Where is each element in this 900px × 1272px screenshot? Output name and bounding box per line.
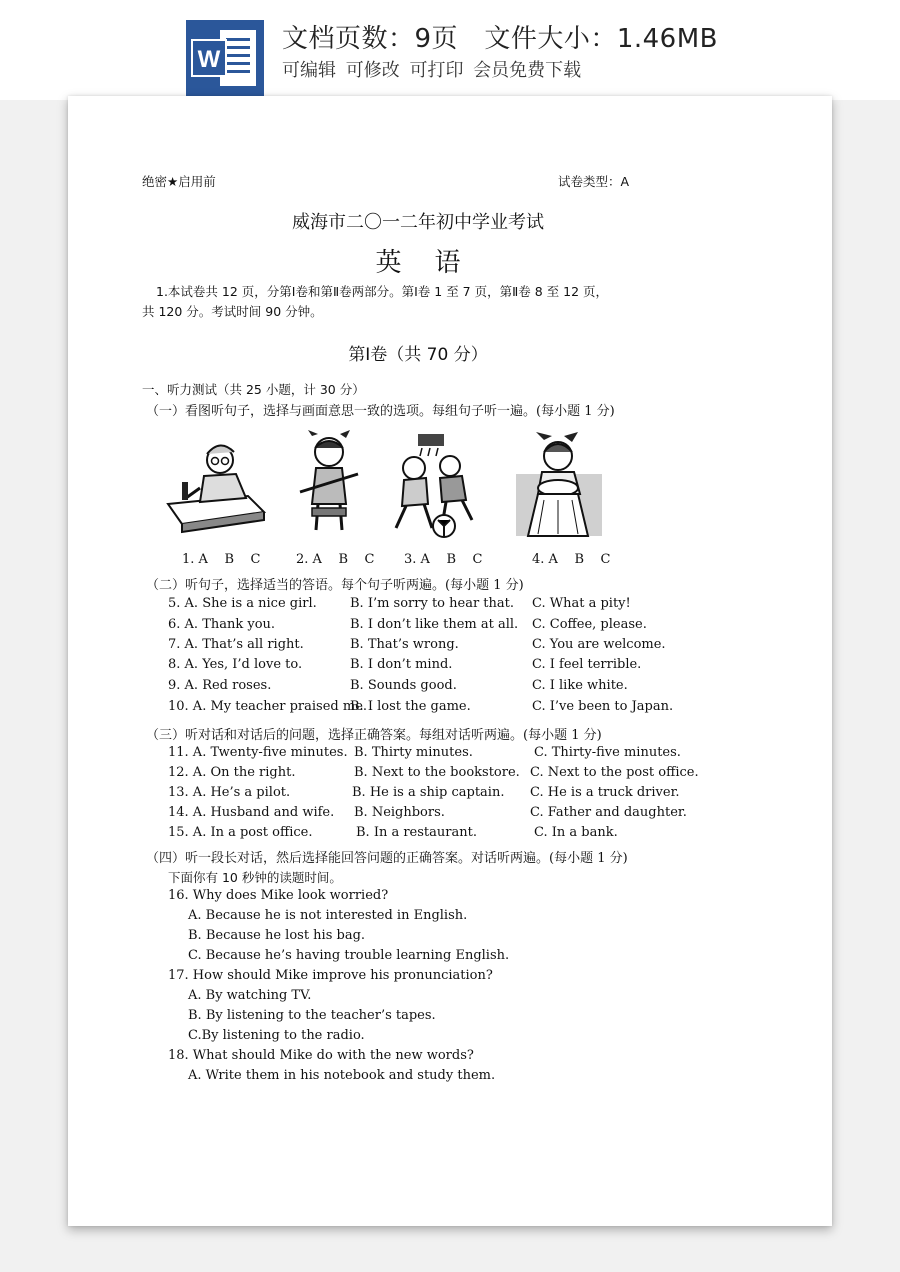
q17-option-c: C.By listening to the radio. [188, 1028, 365, 1043]
q13-option-c: C. He is a truck driver. [530, 785, 680, 800]
q10-option-c: C. I’ve been to Japan. [532, 699, 674, 714]
q7-option-c: C. You are welcome. [532, 637, 666, 652]
q11-option-a: 11. A. Twenty-five minutes. [168, 745, 348, 760]
q6-option-b: B. I don’t like them at all. [350, 617, 519, 632]
q13-option-b: B. He is a ship captain. [352, 785, 505, 800]
q9-option-c: C. I like white. [532, 678, 628, 693]
q9-option-a: 9. A. Red roses. [168, 678, 272, 693]
q17-option-a: A. By watching TV. [188, 988, 312, 1003]
q12-option-c: C. Next to the post office. [530, 765, 699, 780]
download-header [0, 0, 900, 100]
picture-3-boys-playing-football-in-rain [388, 432, 478, 542]
q16-option-a: A. Because he is not interested in English. [188, 908, 468, 923]
q11-option-c: C. Thirty-five minutes. [534, 745, 681, 760]
q11-option-b: B. Thirty minutes. [354, 745, 473, 760]
document-info-title: 文档页数：9页 文件大小：1.46MB [282, 24, 718, 54]
q12-option-b: B. Next to the bookstore. [354, 765, 520, 780]
q7-option-a: 7. A. That’s all right. [168, 637, 304, 652]
q6-option-a: 6. A. Thank you. [168, 617, 276, 632]
q6-option-c: C. Coffee, please. [532, 617, 647, 632]
q16-question: 16. Why does Mike look worried? [168, 888, 389, 903]
q14-option-a: 14. A. Husband and wife. [168, 805, 335, 820]
exam-paper-page [68, 96, 832, 1226]
q18-option-a: A. Write them in his notebook and study them. [188, 1068, 496, 1083]
q17-option-b: B. By listening to the teacher’s tapes. [188, 1008, 436, 1023]
document-info-subtitle: 可编辑 可修改 可打印 会员免费下载 [282, 60, 582, 81]
exam-title: 威海市二〇一二年初中学业考试 [292, 212, 544, 233]
q18-question: 18. What should Mike do with the new words? [168, 1048, 474, 1063]
q7-option-b: B. That’s wrong. [350, 637, 459, 652]
q15-option-b: B. In a restaurant. [356, 825, 477, 840]
section-listening-title: 一、听力测试（共 25 小题，计 30 分） [142, 382, 365, 397]
part2-instruction: （二）听句子，选择适当的答语。每个句子听两遍。(每小题 1 分) [146, 578, 524, 593]
q15-option-c: C. In a bank. [534, 825, 618, 840]
q9-option-b: B. Sounds good. [350, 678, 457, 693]
part4-reading-time-note: 下面你有 10 秒钟的读题时间。 [168, 870, 342, 885]
q5-option-b: B. I’m sorry to hear that. [350, 596, 514, 611]
q10-option-b: B. I lost the game. [350, 699, 471, 714]
q14-option-b: B. Neighbors. [354, 805, 445, 820]
paper-type-label: 试卷类型：A [558, 174, 630, 189]
word-document-icon [186, 20, 264, 96]
subject-title: 英 语 [375, 248, 461, 278]
q14-option-c: C. Father and daughter. [530, 805, 687, 820]
q15-option-a: 15. A. In a post office. [168, 825, 313, 840]
part3-instruction: （三）听对话和对话后的问题，选择正确答案。每组对话听两遍。(每小题 1 分) [146, 728, 602, 743]
q17-question: 17. How should Mike improve his pronunciation? [168, 968, 493, 983]
q5-option-c: C. What a pity! [532, 596, 631, 611]
part4-instruction: （四）听一段长对话，然后选择能回答问题的正确答案。对话听两遍。(每小题 1 分) [146, 851, 628, 866]
picture-1-old-man-writing [164, 432, 268, 536]
q13-option-a: 13. A. He’s a pilot. [168, 785, 291, 800]
picture-4-options: 4. A B C [532, 552, 611, 567]
exam-note-line1: 1.本试卷共 12 页，分第Ⅰ卷和第Ⅱ卷两部分。第Ⅰ卷 1 至 7 页，第Ⅱ卷 8 至 12 页， [156, 284, 609, 299]
picture-4-girl-holding-cat [514, 430, 606, 542]
picture-1-options: 1. A B C [182, 552, 261, 567]
part1-instruction: （一）看图听句子，选择与画面意思一致的选项。每组句子听一遍。(每小题 1 分) [146, 404, 615, 419]
picture-2-girl-playing-flute [294, 430, 364, 540]
q8-option-b: B. I don’t mind. [350, 657, 453, 672]
q10-option-a: 10. A. My teacher praised me. [168, 699, 368, 714]
volume-title: 第Ⅰ卷（共 70 分） [348, 345, 488, 365]
secret-label: 绝密★启用前 [142, 174, 216, 189]
q12-option-a: 12. A. On the right. [168, 765, 296, 780]
word-icon-letter: W [197, 46, 221, 73]
q16-option-c: C. Because he’s having trouble learning English. [188, 948, 510, 963]
q5-option-a: 5. A. She is a nice girl. [168, 596, 317, 611]
picture-2-options: 2. A B C [296, 552, 375, 567]
q8-option-c: C. I feel terrible. [532, 657, 642, 672]
q16-option-b: B. Because he lost his bag. [188, 928, 366, 943]
q8-option-a: 8. A. Yes, I’d love to. [168, 657, 303, 672]
exam-note-line2: 共 120 分。考试时间 90 分钟。 [142, 304, 323, 319]
picture-3-options: 3. A B C [404, 552, 483, 567]
